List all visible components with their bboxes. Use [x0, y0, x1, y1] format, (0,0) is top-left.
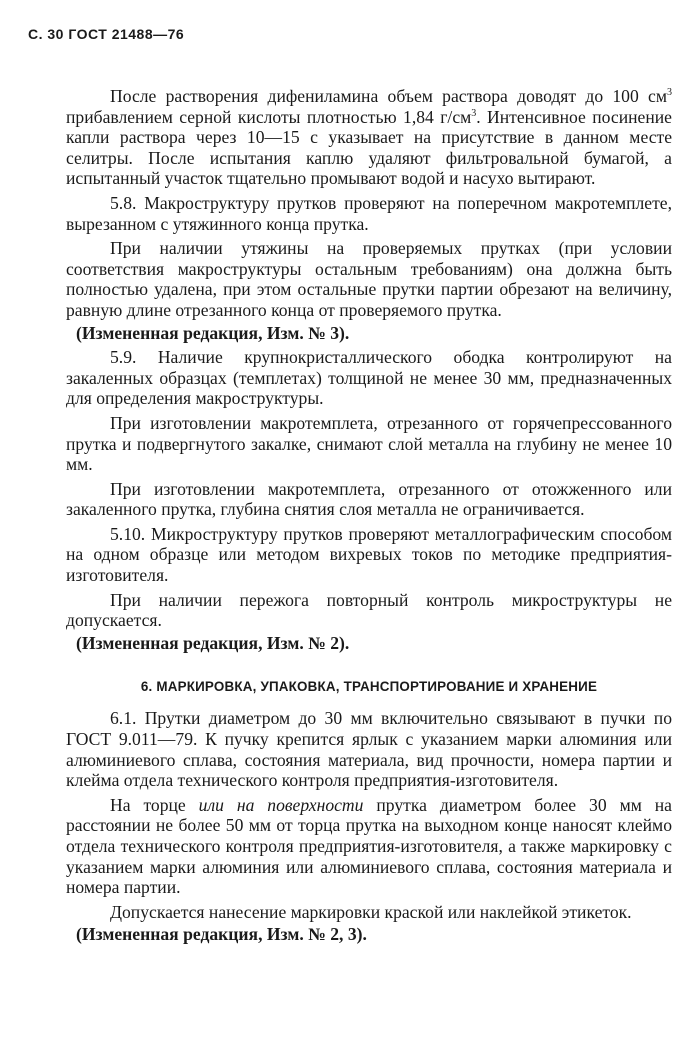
paragraph-5-9: 5.9. Наличие крупнокристаллического ободка контролируют на закаленных образцах (темплетах) толщиной не менее 30 мм, предназначенных для определения макроструктуры.: [66, 347, 672, 409]
paragraph-dissolution: [66, 86, 672, 189]
paragraph-text: После растворения дифениламина объем раствора доводят до 100 см: [110, 86, 667, 106]
paragraph-text: . Интенсивное посинение капли раствора через 10—15 с указывает на присутствие в данном месте селитры. После испытания каплю удаляют фильтровальной бумагой, а испытанный участок тщательно промывают водой и насухо вытирают.: [66, 106, 672, 189]
running-head: С. 30 ГОСТ 21488—76: [28, 26, 185, 42]
paragraph-end-marking: [66, 795, 672, 898]
amendment-note-2: (Измененная редакция, Изм. № 2).: [76, 632, 350, 653]
paragraph-annealed: При изготовлении макротемплета, отрезанного от отожженного или закаленного прутка, глубина снятия слоя металла не ограничивается.: [66, 478, 672, 520]
paragraph-5-8: 5.8. Макроструктуру прутков проверяют на поперечном макротемплете, вырезанном с утяжинного конца прутка.: [66, 192, 672, 234]
superscript: 3: [471, 107, 477, 119]
paragraph-text: На торце: [110, 794, 199, 815]
italic-text: или на поверхности: [198, 794, 364, 815]
amendment-note-1: (Измененная редакция, Изм. № 3).: [76, 322, 350, 343]
paragraph-paint-label: Допускается нанесение маркировки краской или наклейкой этикеток.: [110, 901, 632, 922]
paragraph-shrinkage: При наличии утяжины на проверяемых прутках (при условии соответствия макроструктуры остальным требованиям) она должна быть полностью удалена, при этом остальные прутки партии обрезают на величину, равную длине отрезанного конца от проверяемого прутка.: [66, 238, 672, 320]
paragraph-burn: При наличии пережога повторный контроль микроструктуры не допускается.: [66, 589, 672, 631]
page-body: [66, 86, 672, 949]
superscript: 3: [667, 87, 672, 99]
amendment-note-3: (Измененная редакция, Изм. № 2, 3).: [76, 924, 367, 945]
paragraph-6-1: 6.1. Прутки диаметром до 30 мм включительно связывают в пучки по ГОСТ 9.011—79. К пучку крепится ярлык с указанием марки алюминия или алюминиевого сплава, состояния материала, вид прочности, номера партии и клейма отдела технического контроля предприятия-изготовителя.: [66, 708, 672, 791]
paragraph-text: прибавлением серной кислоты плотностью 1,84 г/см: [66, 106, 472, 127]
paragraph-5-10: 5.10. Микроструктуру прутков проверяют металлографическим способом на одном образце или методом вихревых токов по методике предприятия-изготовителя.: [66, 523, 672, 586]
paragraph-hot-pressed: При изготовлении макротемплета, отрезанного от горячепрессованного прутка и подвергнутого закалке, снимают слой металла на глубину не менее 10 мм.: [66, 412, 672, 475]
section-title: 6. МАРКИРОВКА, УПАКОВКА, ТРАНСПОРТИРОВАНИЕ И ХРАНЕНИЕ: [140, 679, 598, 695]
paragraph-text: прутка диаметром более 30 мм на расстоянии не более 50 мм от торца прутка на выходном конце наносят клеймо отдела технического контроля предприятия-изготовителя, а также маркировку с указанием марки алюминия или алюминиевого сплава, состояния материала и номера партии.: [66, 794, 672, 898]
